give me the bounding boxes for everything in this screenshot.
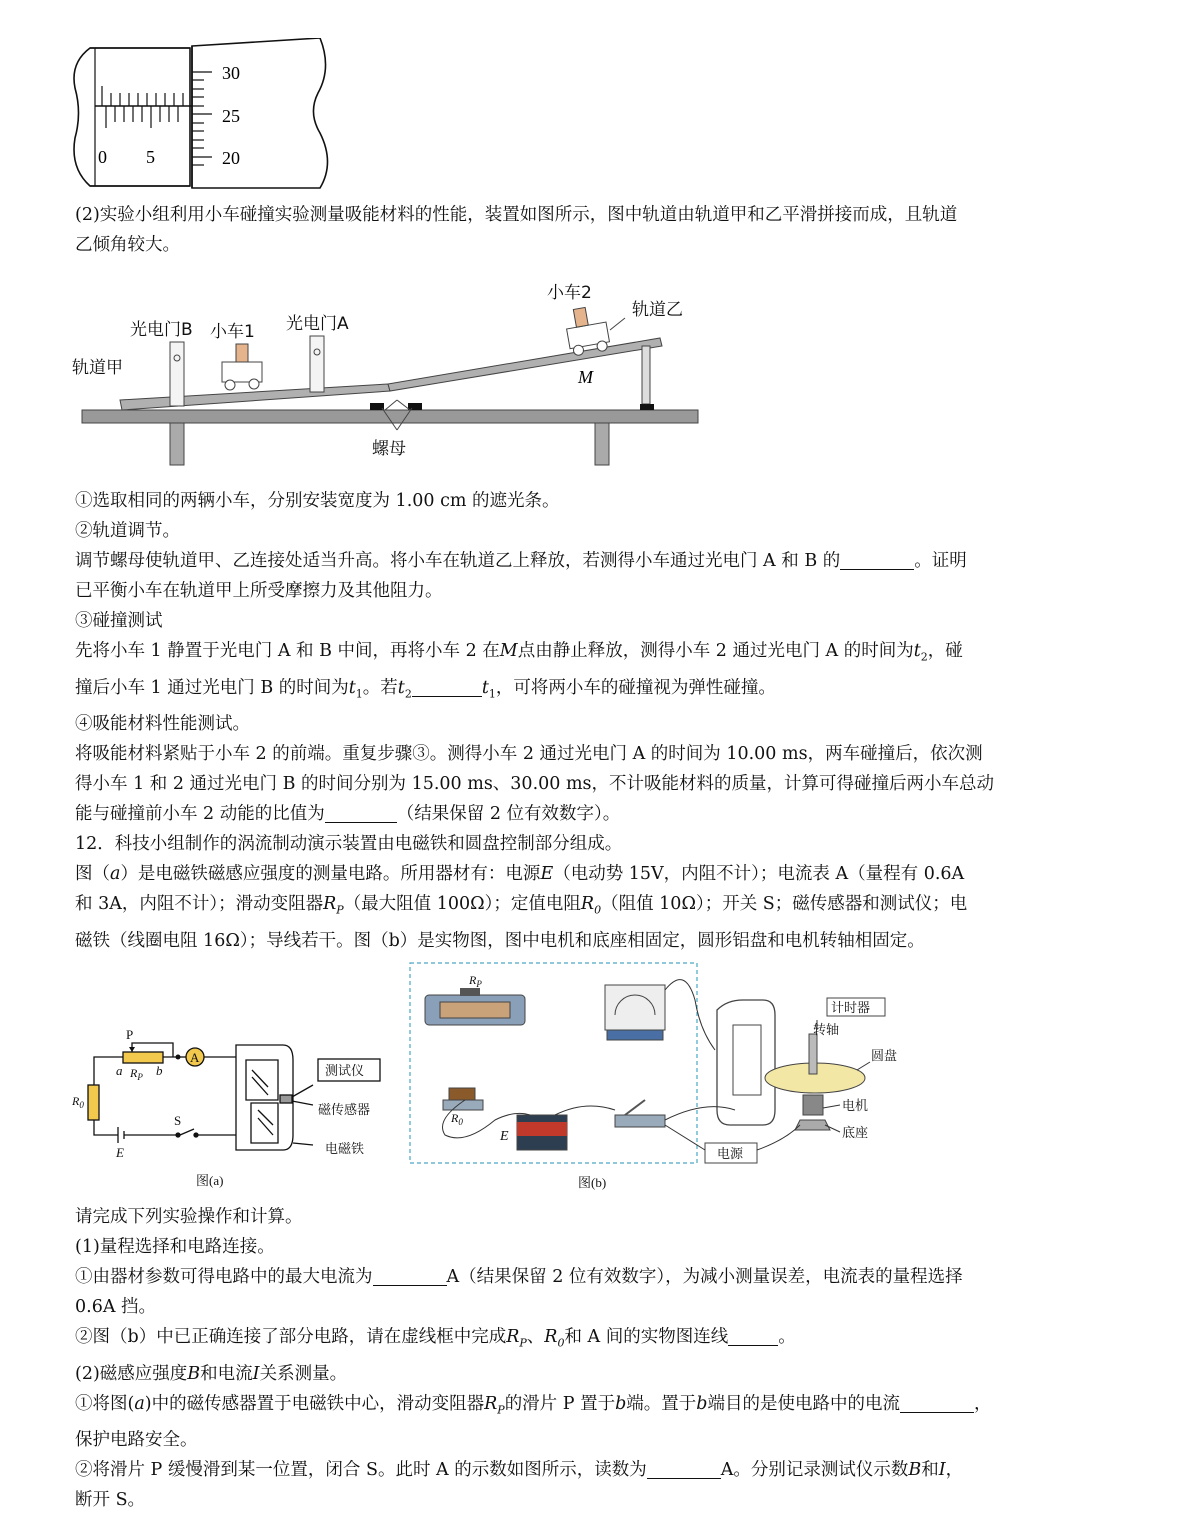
task-2a-cont: 保护电路安全。: [75, 1430, 198, 1450]
label-track-yi: 轨道乙: [632, 300, 683, 320]
step-2: ②轨道调节。: [75, 521, 180, 541]
track-figure: [70, 280, 710, 470]
main-scale-0: 0: [98, 147, 107, 167]
step-3b: 撞后小车 1 通过光电门 B 的时间为$t_1$。若$t_2$ $t_1$，可将两小车的碰撞视为弹性碰撞。: [75, 677, 776, 700]
q2-intro-line1: (2)实验小组利用小车碰撞实验测量吸能材料的性能，装置如图所示，图中轨道由轨道甲和乙平滑拼接而成，且轨道: [75, 205, 958, 225]
task-intro: 请完成下列实验操作和计算。: [75, 1207, 303, 1227]
label-e: E: [116, 1145, 124, 1160]
label-rp: $R_P$: [130, 1066, 143, 1082]
label-b-end: b: [156, 1063, 163, 1078]
q2-intro-line2: 乙倾角较大。: [75, 235, 180, 255]
q2-intro: [75, 200, 1120, 260]
label-car1: 小车1: [210, 322, 255, 342]
q2-steps: [75, 486, 1120, 956]
main-scale-5: 5: [146, 147, 155, 167]
photo-label-motor: 电机: [842, 1099, 869, 1114]
photo-label-e: E: [500, 1129, 509, 1144]
step-4c: 能与碰撞前小车 2 动能的比值为 （结果保留 2 位有效数字）。: [75, 804, 621, 824]
step-4b: 得小车 1 和 2 通过光电门 B 的时间分别为 15.00 ms、30.00 ms，不计吸能材料的质量，计算可得碰撞后两小车总动: [75, 774, 995, 794]
answer-blank-3[interactable]: [325, 802, 397, 823]
label-nut: 螺母: [372, 439, 406, 459]
caption-a: 图(a): [196, 1173, 224, 1188]
label-a-end: a: [116, 1063, 123, 1078]
photo-label-base: 底座: [842, 1126, 869, 1141]
task-1b: ②图（b）中已正确连接了部分电路，请在虚线框中完成$R_P$、$R_0$和 A 间的实物图连线 。: [75, 1327, 796, 1350]
photo-label-rp: $R_P$: [469, 973, 482, 989]
task-2: (2)磁感应强度B和电流I关系测量。: [75, 1363, 348, 1384]
task-2b-cont: 断开 S。: [75, 1490, 146, 1510]
apparatus-figure-b: [405, 960, 910, 1195]
photo-label-shaft: 转轴: [813, 1023, 840, 1038]
step-4: ④吸能材料性能测试。: [75, 714, 250, 734]
q12-line1: 12．科技小组制作的涡流制动演示装置由电磁铁和圆盘控制部分组成。: [75, 834, 623, 854]
answer-blank-2[interactable]: [412, 676, 482, 697]
step-2a: 调节螺母使轨道甲、乙连接处适当升高。将小车在轨道乙上释放，若测得小车通过光电门 A 和 B 的 。证明: [75, 551, 967, 571]
label-magnet: 电磁铁: [325, 1142, 365, 1157]
answer-blank-5[interactable]: [728, 1325, 778, 1346]
q12-line3: 和 3A，内阻不计）；滑动变阻器$R_P$（最大阻值 100Ω）；定值电阻$R_0$（阻值 10Ω）；开关 S；磁传感器和测试仪；电: [75, 894, 968, 917]
task-1: (1)量程选择和电路连接。: [75, 1237, 275, 1257]
label-car2: 小车2: [547, 283, 592, 303]
photo-label-disc: 圆盘: [871, 1049, 898, 1064]
thimble-20: 20: [222, 148, 240, 168]
answer-blank-6[interactable]: [900, 1392, 974, 1413]
q12-tasks: [75, 1202, 1120, 1515]
step-3: ③碰撞测试: [75, 611, 163, 631]
task-1a-cont: 0.6A 挡。: [75, 1297, 157, 1317]
caption-b: 图(b): [578, 1175, 607, 1190]
label-gate-a: 光电门A: [286, 314, 349, 334]
answer-blank-1[interactable]: [840, 549, 914, 570]
label-ammeter: A: [190, 1050, 200, 1065]
photo-label-r0: $R_0$: [451, 1111, 463, 1127]
task-1a: ①由器材参数可得电路中的最大电流为 A（结果保留 2 位有效数字），为减小测量误差，电流表的量程选择: [75, 1267, 963, 1287]
q12-line4: 磁铁（线圈电阻 16Ω）；导线若干。图（b）是实物图，图中电机和底座相固定，圆形铝盘和电机转轴相固定。: [75, 930, 925, 951]
circuit-figure-a: [68, 1025, 398, 1195]
answer-blank-7[interactable]: [647, 1458, 721, 1479]
step-3a: 先将小车 1 静置于光电门 A 和 B 中间，再将小车 2 在M点由静止释放，测得小车 2 通过光电门 A 的时间为$t_2$，碰: [75, 641, 963, 664]
answer-blank-4[interactable]: [373, 1265, 447, 1286]
step-4a: 将吸能材料紧贴于小车 2 的前端。重复步骤③。测得小车 2 通过光电门 A 的时间为 10.00 ms，两车碰撞后，依次测: [75, 744, 983, 764]
step-2b: 已平衡小车在轨道甲上所受摩擦力及其他阻力。: [75, 581, 443, 601]
label-r0: $R_0$: [72, 1094, 84, 1110]
photo-label-timer: 计时器: [831, 1001, 871, 1016]
label-s: S: [174, 1113, 182, 1128]
photo-label-power: 电源: [717, 1147, 744, 1162]
task-2b: ②将滑片 P 缓慢滑到某一位置，闭合 S。此时 A 的示数如图所示，读数为 A。分别记录测试仪示数B和I，: [75, 1460, 964, 1480]
label-track-jia: 轨道甲: [72, 358, 123, 378]
label-gate-b: 光电门B: [130, 320, 193, 340]
label-p: P: [126, 1027, 134, 1042]
thimble-30: 30: [222, 63, 240, 83]
label-tester: 测试仪: [325, 1064, 365, 1079]
label-point-m: M: [578, 367, 593, 387]
label-sensor: 磁传感器: [318, 1103, 371, 1118]
q12-line2: 图（a）是电磁铁磁感应强度的测量电路。所用器材有：电源E（电动势 15V，内阻不计）；电流表 A（量程有 0.6A: [75, 864, 965, 884]
micrometer-figure: [70, 38, 360, 193]
step-1: ①选取相同的两辆小车，分别安装宽度为 1.00 cm 的遮光条。: [75, 491, 560, 511]
task-2a: ①将图(a)中的磁传感器置于电磁铁中心，滑动变阻器$R_P$的滑片 P 置于b端。置于b端目的是使电路中的电流 ，: [75, 1393, 992, 1416]
thimble-25: 25: [222, 106, 240, 126]
